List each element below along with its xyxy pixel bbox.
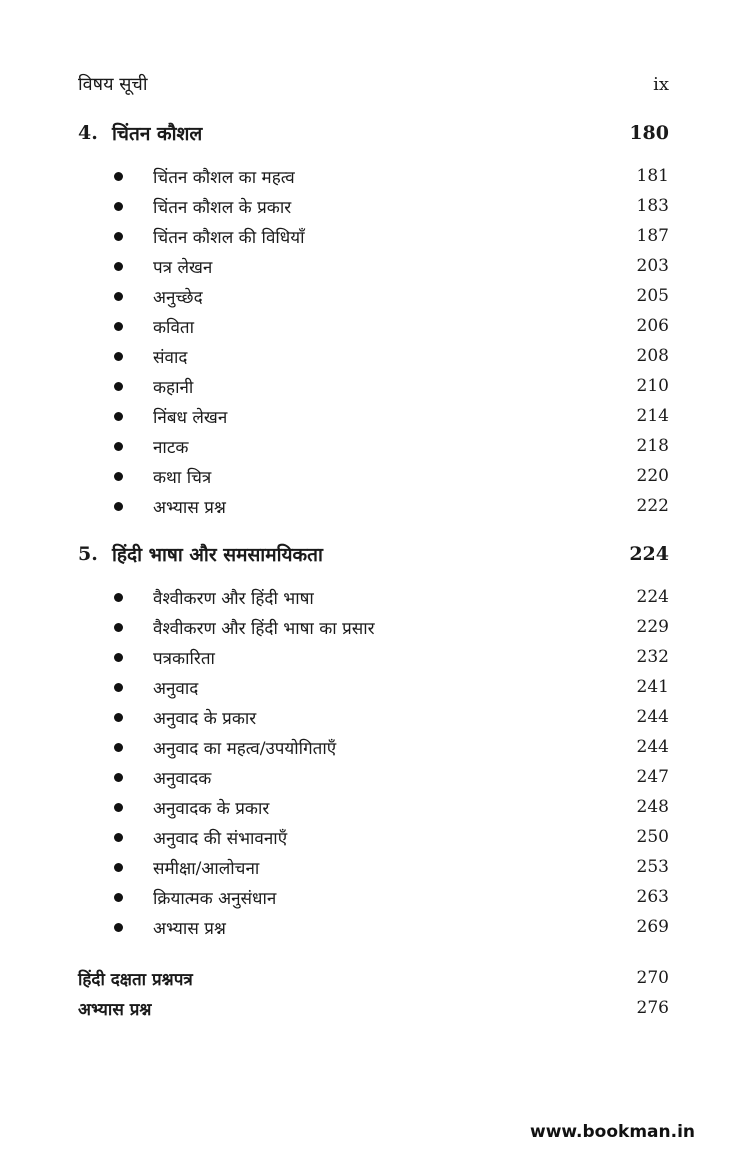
toc-item [112,792,669,822]
bullet-icon [114,442,123,451]
chapter-number: 5. [78,543,98,565]
toc-item-page: 244 [636,707,669,727]
toc-item [112,612,669,642]
toc-item [112,642,669,672]
footer-website: www.bookman.in [530,1122,695,1142]
toc-item-page: 187 [636,226,669,246]
extra-entry [78,963,669,993]
toc-item-label: समीक्षा/आलोचना [153,858,260,879]
bullet-icon [114,773,123,782]
toc-item-page: 208 [636,346,669,366]
toc-item-label: वैश्वीकरण और हिंदी भाषा [153,588,314,609]
chapter-heading [78,539,669,569]
toc-item-page: 253 [636,857,669,877]
toc-item-page: 229 [636,617,669,637]
toc-item [112,341,669,371]
bullet-icon [114,863,123,872]
toc-item-label: अनुवादक के प्रकार [153,798,270,819]
toc-item [112,822,669,852]
chapter-items [112,161,669,521]
bullet-icon [114,232,123,241]
toc-item [112,491,669,521]
chapter-number: 4. [78,122,98,144]
toc-item-label: निंबध लेखन [153,407,228,428]
header-page-number: ix [653,73,669,95]
toc-item [112,582,669,612]
bullet-icon [114,713,123,722]
bullet-icon [114,743,123,752]
toc-item-label: पत्र लेखन [153,257,213,278]
toc-item-label: चिंतन कौशल का महत्व [153,167,295,188]
toc-item-label: अनुच्छेद [153,287,203,308]
toc-item-page: 205 [636,286,669,306]
bullet-icon [114,803,123,812]
toc-item-label: संवाद [153,347,188,368]
bullet-icon [114,472,123,481]
chapter-page: 180 [629,122,669,144]
bullet-icon [114,683,123,692]
toc-item-page: 241 [636,677,669,697]
toc-item-label: कहानी [153,377,194,398]
extra-entry-label: अभ्यास प्रश्न [78,999,152,1020]
bullet-icon [114,653,123,662]
toc-item-page: 220 [636,466,669,486]
toc-item-page: 181 [636,166,669,186]
toc-item-page: 222 [636,496,669,516]
toc-item-page: 269 [636,917,669,937]
chapter-title: हिंदी भाषा और समसामयिकता [112,544,323,566]
bullet-icon [114,292,123,301]
toc-item [112,461,669,491]
toc-item-label: अभ्यास प्रश्न [153,497,226,518]
toc-item-label: अनुवाद की संभावनाएँ [153,828,288,849]
bullet-icon [114,412,123,421]
bullet-icon [114,623,123,632]
toc-item [112,882,669,912]
bullet-icon [114,382,123,391]
extra-entry-page: 270 [636,968,669,988]
extra-entries [78,963,669,1023]
bullet-icon [114,593,123,602]
toc-item-label: अनुवाद के प्रकार [153,708,257,729]
toc-item [112,251,669,281]
toc-item-page: 232 [636,647,669,667]
bullet-icon [114,172,123,181]
toc-item-label: चिंतन कौशल के प्रकार [153,197,292,218]
extra-entry-page: 276 [636,998,669,1018]
toc-item-label: वैश्वीकरण और हिंदी भाषा का प्रसार [153,618,375,639]
toc-item-label: अनुवाद [153,678,199,699]
toc-item-label: कथा चित्र [153,467,212,488]
bullet-icon [114,502,123,511]
toc-item-page: 214 [636,406,669,426]
toc-item [112,912,669,942]
toc-item [112,281,669,311]
toc-item-label: अनुवाद का महत्व/उपयोगिताएँ [153,738,337,759]
toc-item [112,852,669,882]
toc-item-label: पत्रकारिता [153,648,215,669]
toc-item [112,311,669,341]
bullet-icon [114,893,123,902]
chapter-title: चिंतन कौशल [112,123,203,145]
toc-item-page: 183 [636,196,669,216]
toc-item-label: अनुवादक [153,768,212,789]
extra-entry [78,993,669,1023]
toc-item-page: 210 [636,376,669,396]
toc-item-label: नाटक [153,437,189,458]
toc-item-label: अभ्यास प्रश्न [153,918,226,939]
toc-item-label: कविता [153,317,195,338]
toc-item-page: 218 [636,436,669,456]
toc-item-page: 247 [636,767,669,787]
toc-item [112,371,669,401]
bullet-icon [114,923,123,932]
toc-item [112,221,669,251]
toc-item [112,431,669,461]
bullet-icon [114,833,123,842]
chapter-heading [78,118,669,148]
extra-entry-label: हिंदी दक्षता प्रश्नपत्र [78,969,193,990]
bullet-icon [114,322,123,331]
toc-item [112,401,669,431]
toc-item-label: चिंतन कौशल की विधियाँ [153,227,305,248]
toc-item [112,732,669,762]
toc-item-page: 206 [636,316,669,336]
toc-item-label: क्रियात्मक अनुसंधान [153,888,277,909]
header-title: विषय सूची [78,74,148,95]
chapter-page: 224 [629,543,669,565]
toc-item [112,161,669,191]
bullet-icon [114,352,123,361]
bullet-icon [114,262,123,271]
chapter-items [112,582,669,942]
toc-item-page: 224 [636,587,669,607]
toc-item-page: 250 [636,827,669,847]
toc-item [112,702,669,732]
toc-item-page: 244 [636,737,669,757]
toc-item [112,191,669,221]
toc-item-page: 248 [636,797,669,817]
page-header [78,70,669,98]
toc-item [112,762,669,792]
toc-item [112,672,669,702]
bullet-icon [114,202,123,211]
toc-item-page: 263 [636,887,669,907]
toc-item-page: 203 [636,256,669,276]
